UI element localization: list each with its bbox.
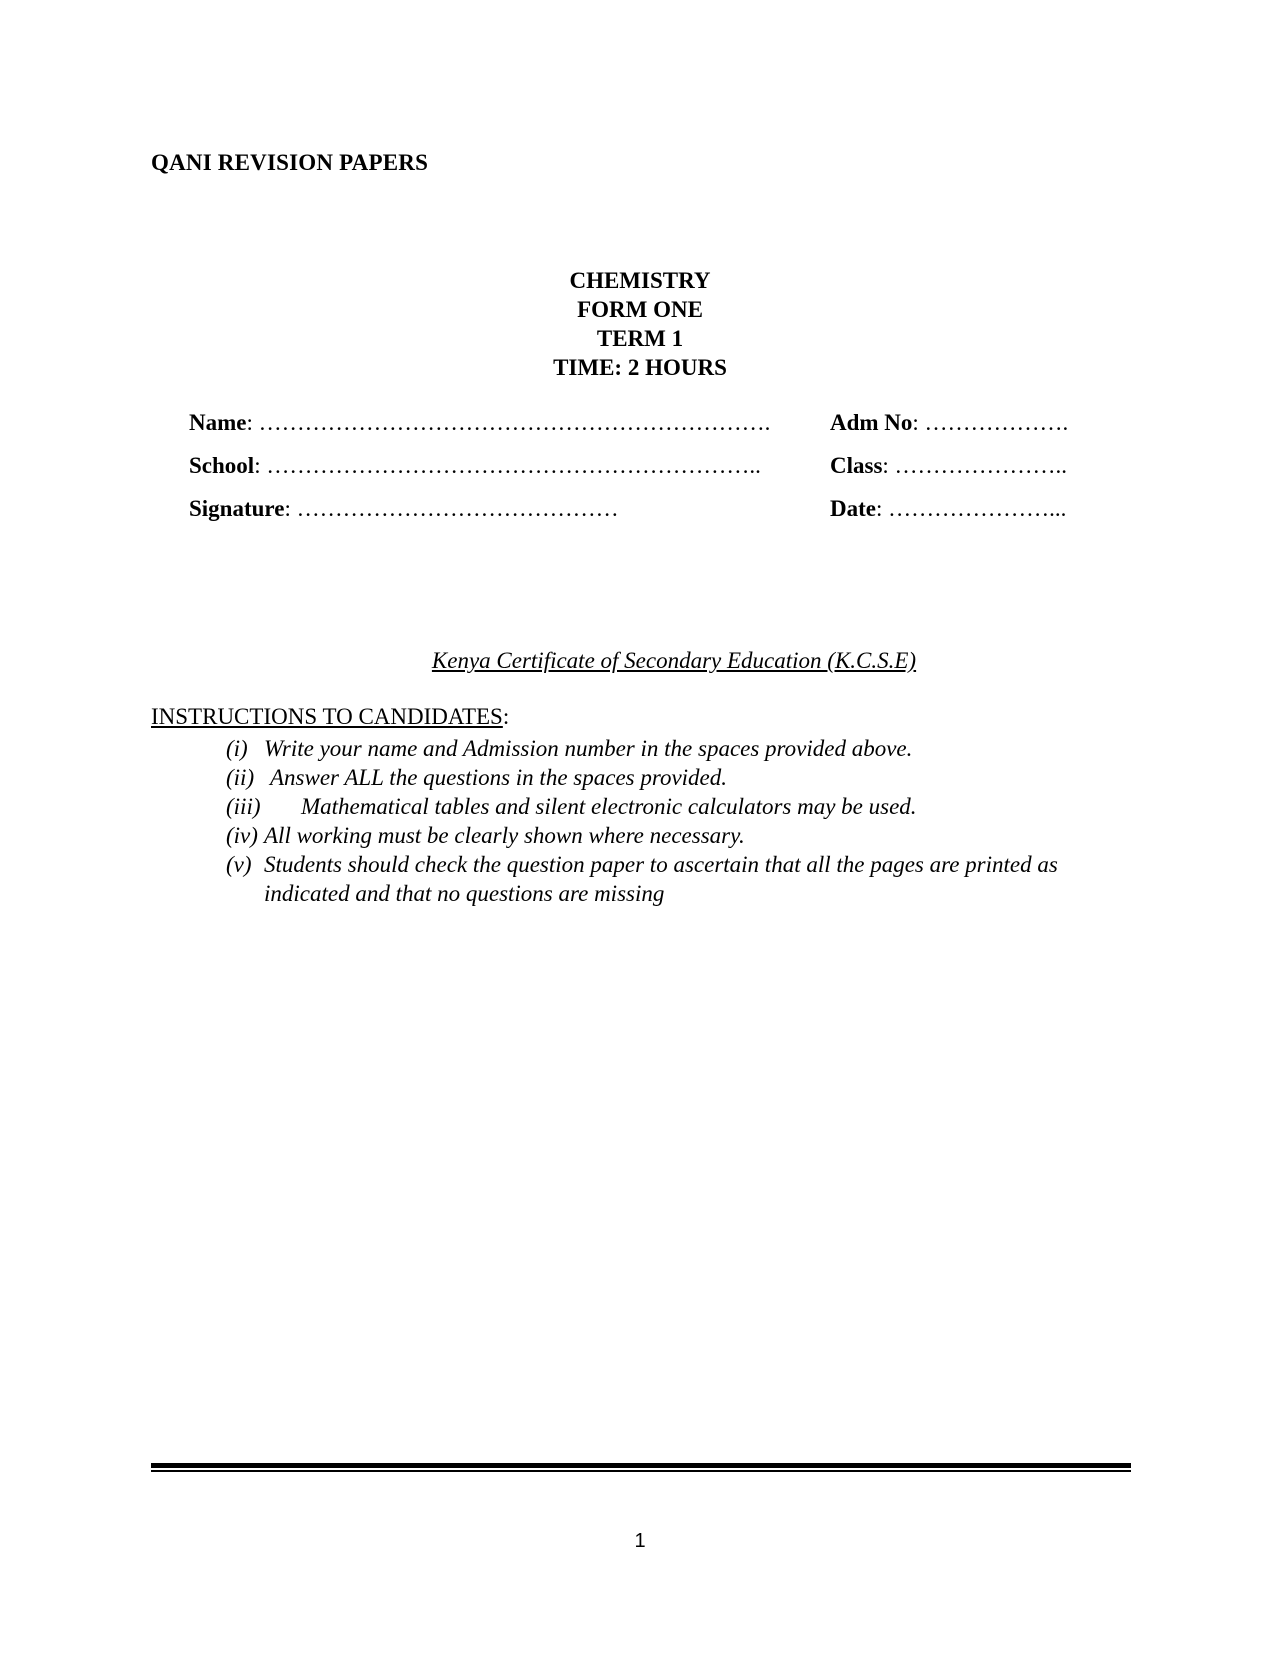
adm-no-label: Adm No	[830, 410, 913, 435]
instructions-list	[226, 734, 1126, 908]
instructions-heading	[151, 704, 509, 730]
date-field[interactable]	[830, 496, 1066, 522]
list-item-text: Answer ALL the questions in the spaces provided.	[270, 765, 728, 790]
term-title: TERM 1	[596, 326, 684, 351]
field-row-name	[189, 410, 1139, 453]
field-row-school	[189, 453, 1139, 496]
kcse-line	[0, 648, 1280, 674]
name-dots: : ………………………………………………………….	[246, 410, 771, 435]
list-item	[226, 792, 1126, 821]
list-item	[226, 850, 1126, 908]
date-label: Date	[830, 496, 876, 521]
list-item-number: (iv)	[226, 823, 258, 848]
list-item-number: (i)	[226, 736, 248, 761]
date-dots: : …………………...	[875, 496, 1067, 521]
name-label: Name	[189, 410, 247, 435]
kcse-text: Kenya Certificate of Secondary Education (K.C.S.E)	[431, 648, 917, 673]
list-item-text: Write your name and Admission number in the spaces provided above.	[264, 736, 913, 761]
field-row-signature	[189, 496, 1139, 539]
class-field[interactable]	[830, 453, 1067, 479]
signature-label: Signature	[189, 496, 285, 521]
page-number: 1	[634, 1530, 646, 1552]
instructions-heading-colon: :	[502, 704, 510, 729]
footer-rule-thick	[151, 1463, 1131, 1468]
school-dots: : ………………………………………………………..	[254, 453, 761, 478]
time-title: TIME: 2 HOURS	[553, 355, 727, 380]
exam-title-block	[0, 266, 1280, 382]
adm-no-dots: : ……………….	[912, 410, 1069, 435]
list-item-number: (v)	[226, 852, 252, 877]
list-item-text: All working must be clearly shown where necessary.	[264, 823, 745, 848]
form-title: FORM ONE	[577, 297, 703, 322]
school-label: School	[189, 453, 255, 478]
list-item-text: Students should check the question paper to ascertain that all the pages are printed as indicated and that no questions are missing	[264, 852, 1058, 906]
footer-rule	[151, 1463, 1131, 1472]
adm-no-field[interactable]	[830, 410, 1068, 436]
list-item	[226, 821, 1126, 850]
list-item	[226, 763, 1126, 792]
list-item-number: (iii)	[226, 794, 261, 819]
list-item	[226, 734, 1126, 763]
signature-field[interactable]	[189, 496, 619, 522]
candidate-details	[189, 410, 1139, 539]
signature-dots: : ……………………………………	[284, 496, 619, 521]
name-field[interactable]	[189, 410, 770, 436]
paper-series-title: QANI REVISION PAPERS	[151, 150, 429, 175]
footer-rule-thin	[151, 1470, 1131, 1472]
list-item-number: (ii)	[226, 765, 255, 790]
subject-title: CHEMISTRY	[569, 268, 711, 293]
class-label: Class	[830, 453, 883, 478]
list-item-text: Mathematical tables and silent electronic calculators may be used.	[301, 794, 917, 819]
instructions-heading-text: INSTRUCTIONS TO CANDIDATES	[151, 704, 503, 729]
school-field[interactable]	[189, 453, 761, 479]
class-dots: : …………………..	[882, 453, 1068, 478]
